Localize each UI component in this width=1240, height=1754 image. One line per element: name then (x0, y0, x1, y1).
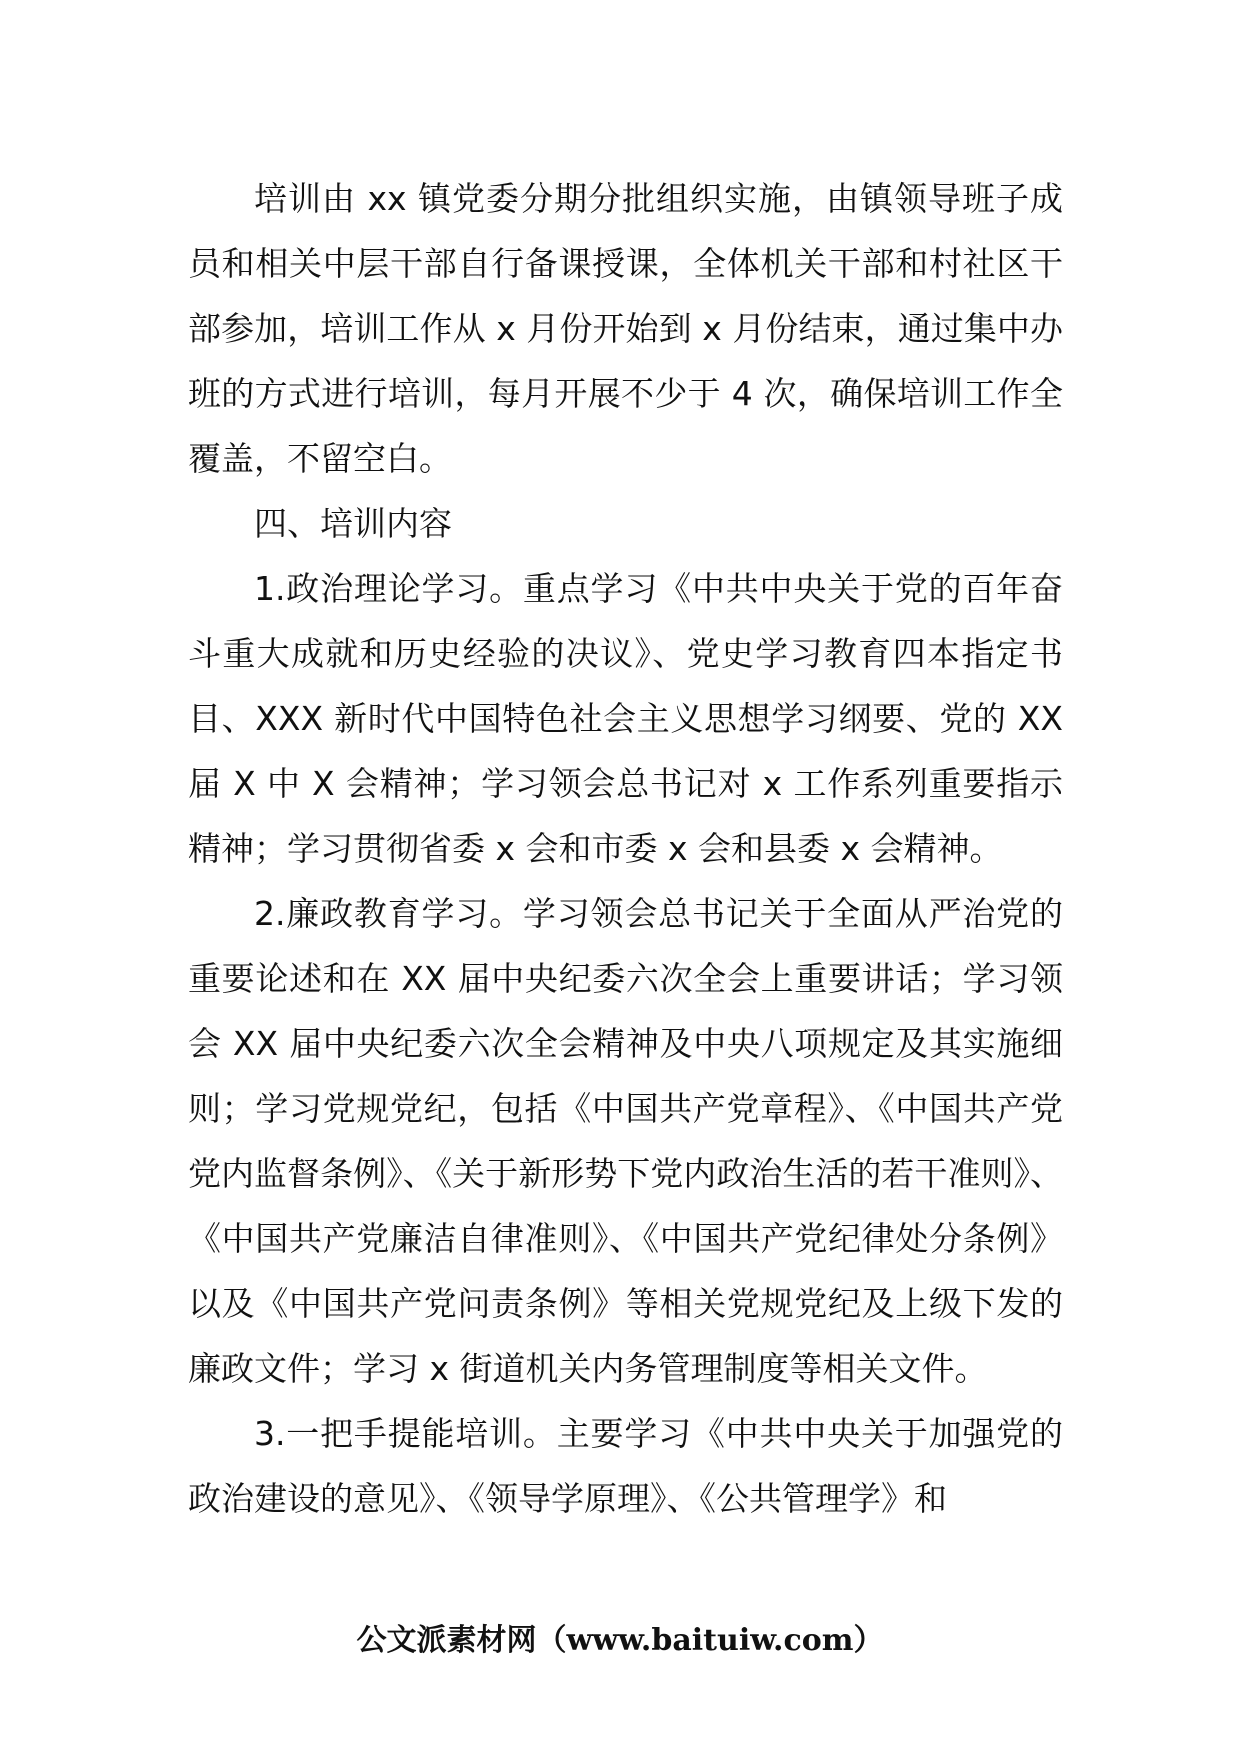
paragraph-political-theory: 1.政治理论学习。重点学习《中共中央关于党的百年奋斗重大成就和历史经验的决议》、党史学习教育四本指定书目、XXX 新时代中国特色社会主义思想学习纲要、党的 XX 届 X 中 X 会精神；学习领会总书记对 x 工作系列重要指示精神；学习贯彻省委 x 会和市委 x 会和县委 x 会精神。 (188, 569, 1063, 868)
footer-watermark: 公文派素材网（www.baituiw.com） (356, 1623, 884, 1658)
paragraph-integrity-education: 2.廉政教育学习。学习领会总书记关于全面从严治党的重要论述和在 XX 届中央纪委六次全会上重要讲话；学习领会 XX 届中央纪委六次全会精神及中央八项规定及其实施细则；学习党规党纪，包括《中国共产党章程》、《中国共产党党内监督条例》、《关于新形势下党内政治生活的若干准则》、《中国共产党廉洁自律准则》、《中国共产党纪律处分条例》以及《中国共产党问责条例》等相关党规党纪及上级下发的廉政文件；学习 x 街道机关内务管理制度等相关文件。 (188, 894, 1063, 1388)
paragraph-leader-training: 3.一把手提能培训。主要学习《中共中央关于加强党的政治建设的意见》、《领导学原理》、《公共管理学》和 (188, 1414, 1063, 1518)
section-heading-training-content: 四、培训内容 (254, 504, 452, 543)
paragraph-training-organization: 培训由 xx 镇党委分期分批组织实施，由镇领导班子成员和相关中层干部自行备课授课，全体机关干部和村社区干部参加，培训工作从 x 月份开始到 x 月份结束，通过集中办班的方式进行培训，每月开展不少于 4 次，确保培训工作全覆盖，不留空白。 (188, 179, 1063, 478)
document-body (188, 166, 1063, 1531)
